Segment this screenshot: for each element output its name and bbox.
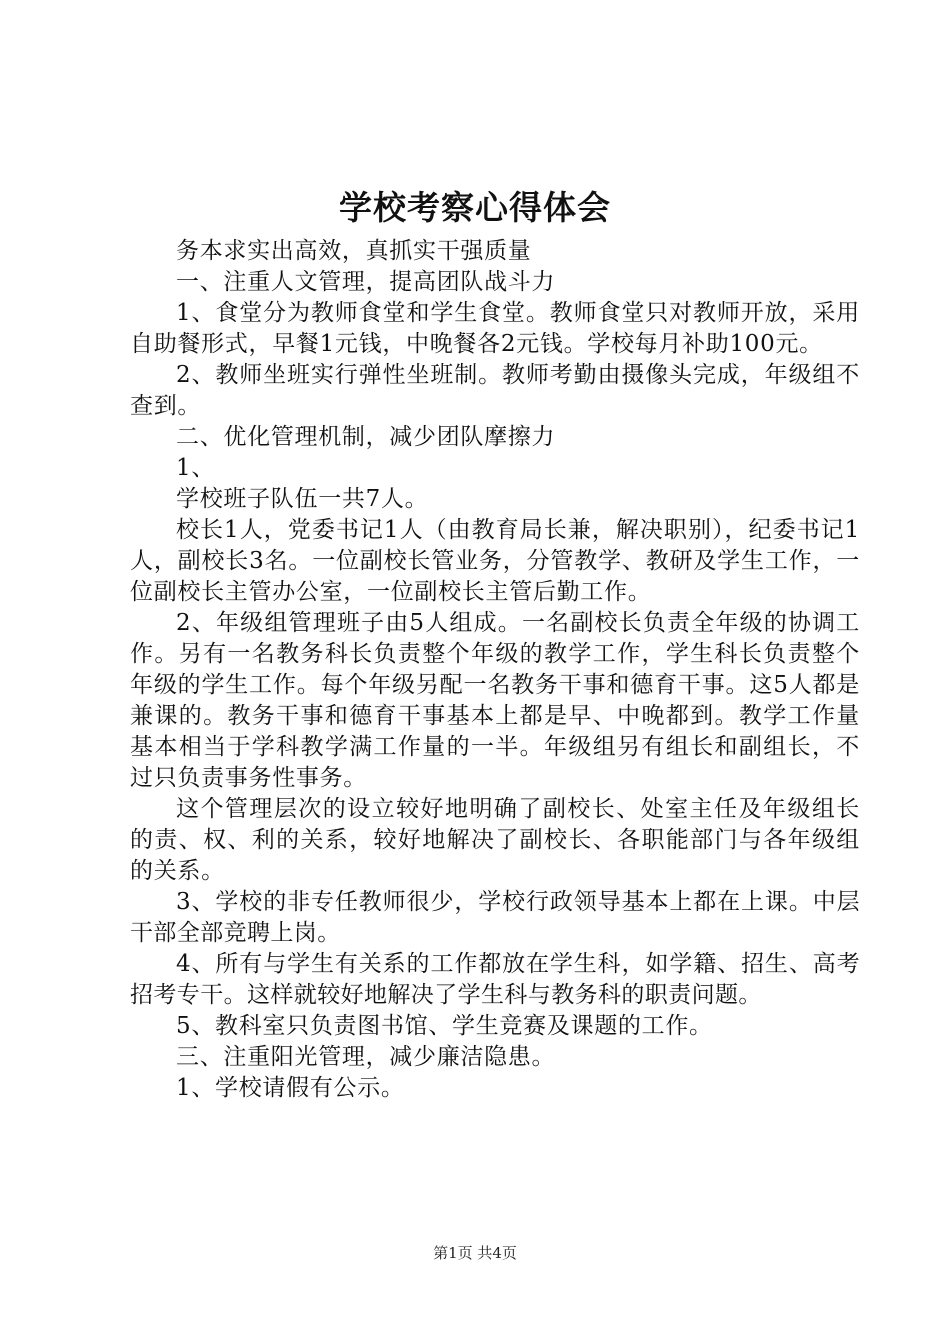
paragraph-grade-team: 2、年级组管理班子由5人组成。一名副校长负责全年级的协调工作。另有一名教务科长负责整个年级的教学工作，学生科长负责整个年级的学生工作。每个年级另配一名教务干事和德育干事。这5人都是兼课的。教务干事和德育干事基本上都是早、中晚都到。教学工作量基本相当于学科教学满工作量的一半。年级组另有组长和副组长，不过只负责事务性事务。	[130, 610, 860, 791]
paragraph-attendance: 2、教师坐班实行弹性坐班制。教师考勤由摄像头完成，年级组不查到。	[130, 362, 860, 419]
document-body	[130, 236, 860, 1104]
page-number-footer: 第1页 共4页	[433, 1244, 517, 1262]
paragraph-item-1: 1、	[176, 455, 216, 481]
section-heading-1: 一、注重人文管理，提高团队战斗力	[176, 269, 556, 295]
paragraph-motto: 务本求实出高效，真抓实干强质量	[176, 238, 532, 264]
paragraph-canteen: 1、食堂分为教师食堂和学生食堂。教师食堂只对教师开放，采用自助餐形式，早餐1元钱，中晚餐各2元钱。学校每月补助100元。	[130, 300, 860, 357]
paragraph-student-affairs: 4、所有与学生有关系的工作都放在学生科，如学籍、招生、高考招考专干。这样就较好地解决了学生科与教务科的职责问题。	[130, 951, 860, 1008]
section-heading-2: 二、优化管理机制，减少团队摩擦力	[176, 424, 556, 450]
paragraph-research-office: 5、教科室只负责图书馆、学生竞赛及课题的工作。	[176, 1013, 713, 1039]
document-title: 学校考察心得体会	[339, 188, 611, 227]
paragraph-leadership-roles: 校长1人，党委书记1人（由教育局长兼，解决职别），纪委书记1人，副校长3名。一位副校长管业务，分管教学、教研及学生工作，一位副校长主管办公室，一位副校长主管后勤工作。	[130, 517, 860, 605]
paragraph-leave-notice: 1、学校请假有公示。	[176, 1075, 405, 1101]
paragraph-non-teaching-staff: 3、学校的非专任教师很少，学校行政领导基本上都在上课。中层干部全部竞聘上岗。	[130, 889, 860, 946]
paragraph-leadership-count: 学校班子队伍一共7人。	[176, 486, 429, 512]
paragraph-management-levels: 这个管理层次的设立较好地明确了副校长、处室主任及年级组长的责、权、利的关系，较好地解决了副校长、各职能部门与各年级组的关系。	[130, 796, 860, 884]
section-heading-3: 三、注重阳光管理，减少廉洁隐患。	[176, 1044, 556, 1070]
